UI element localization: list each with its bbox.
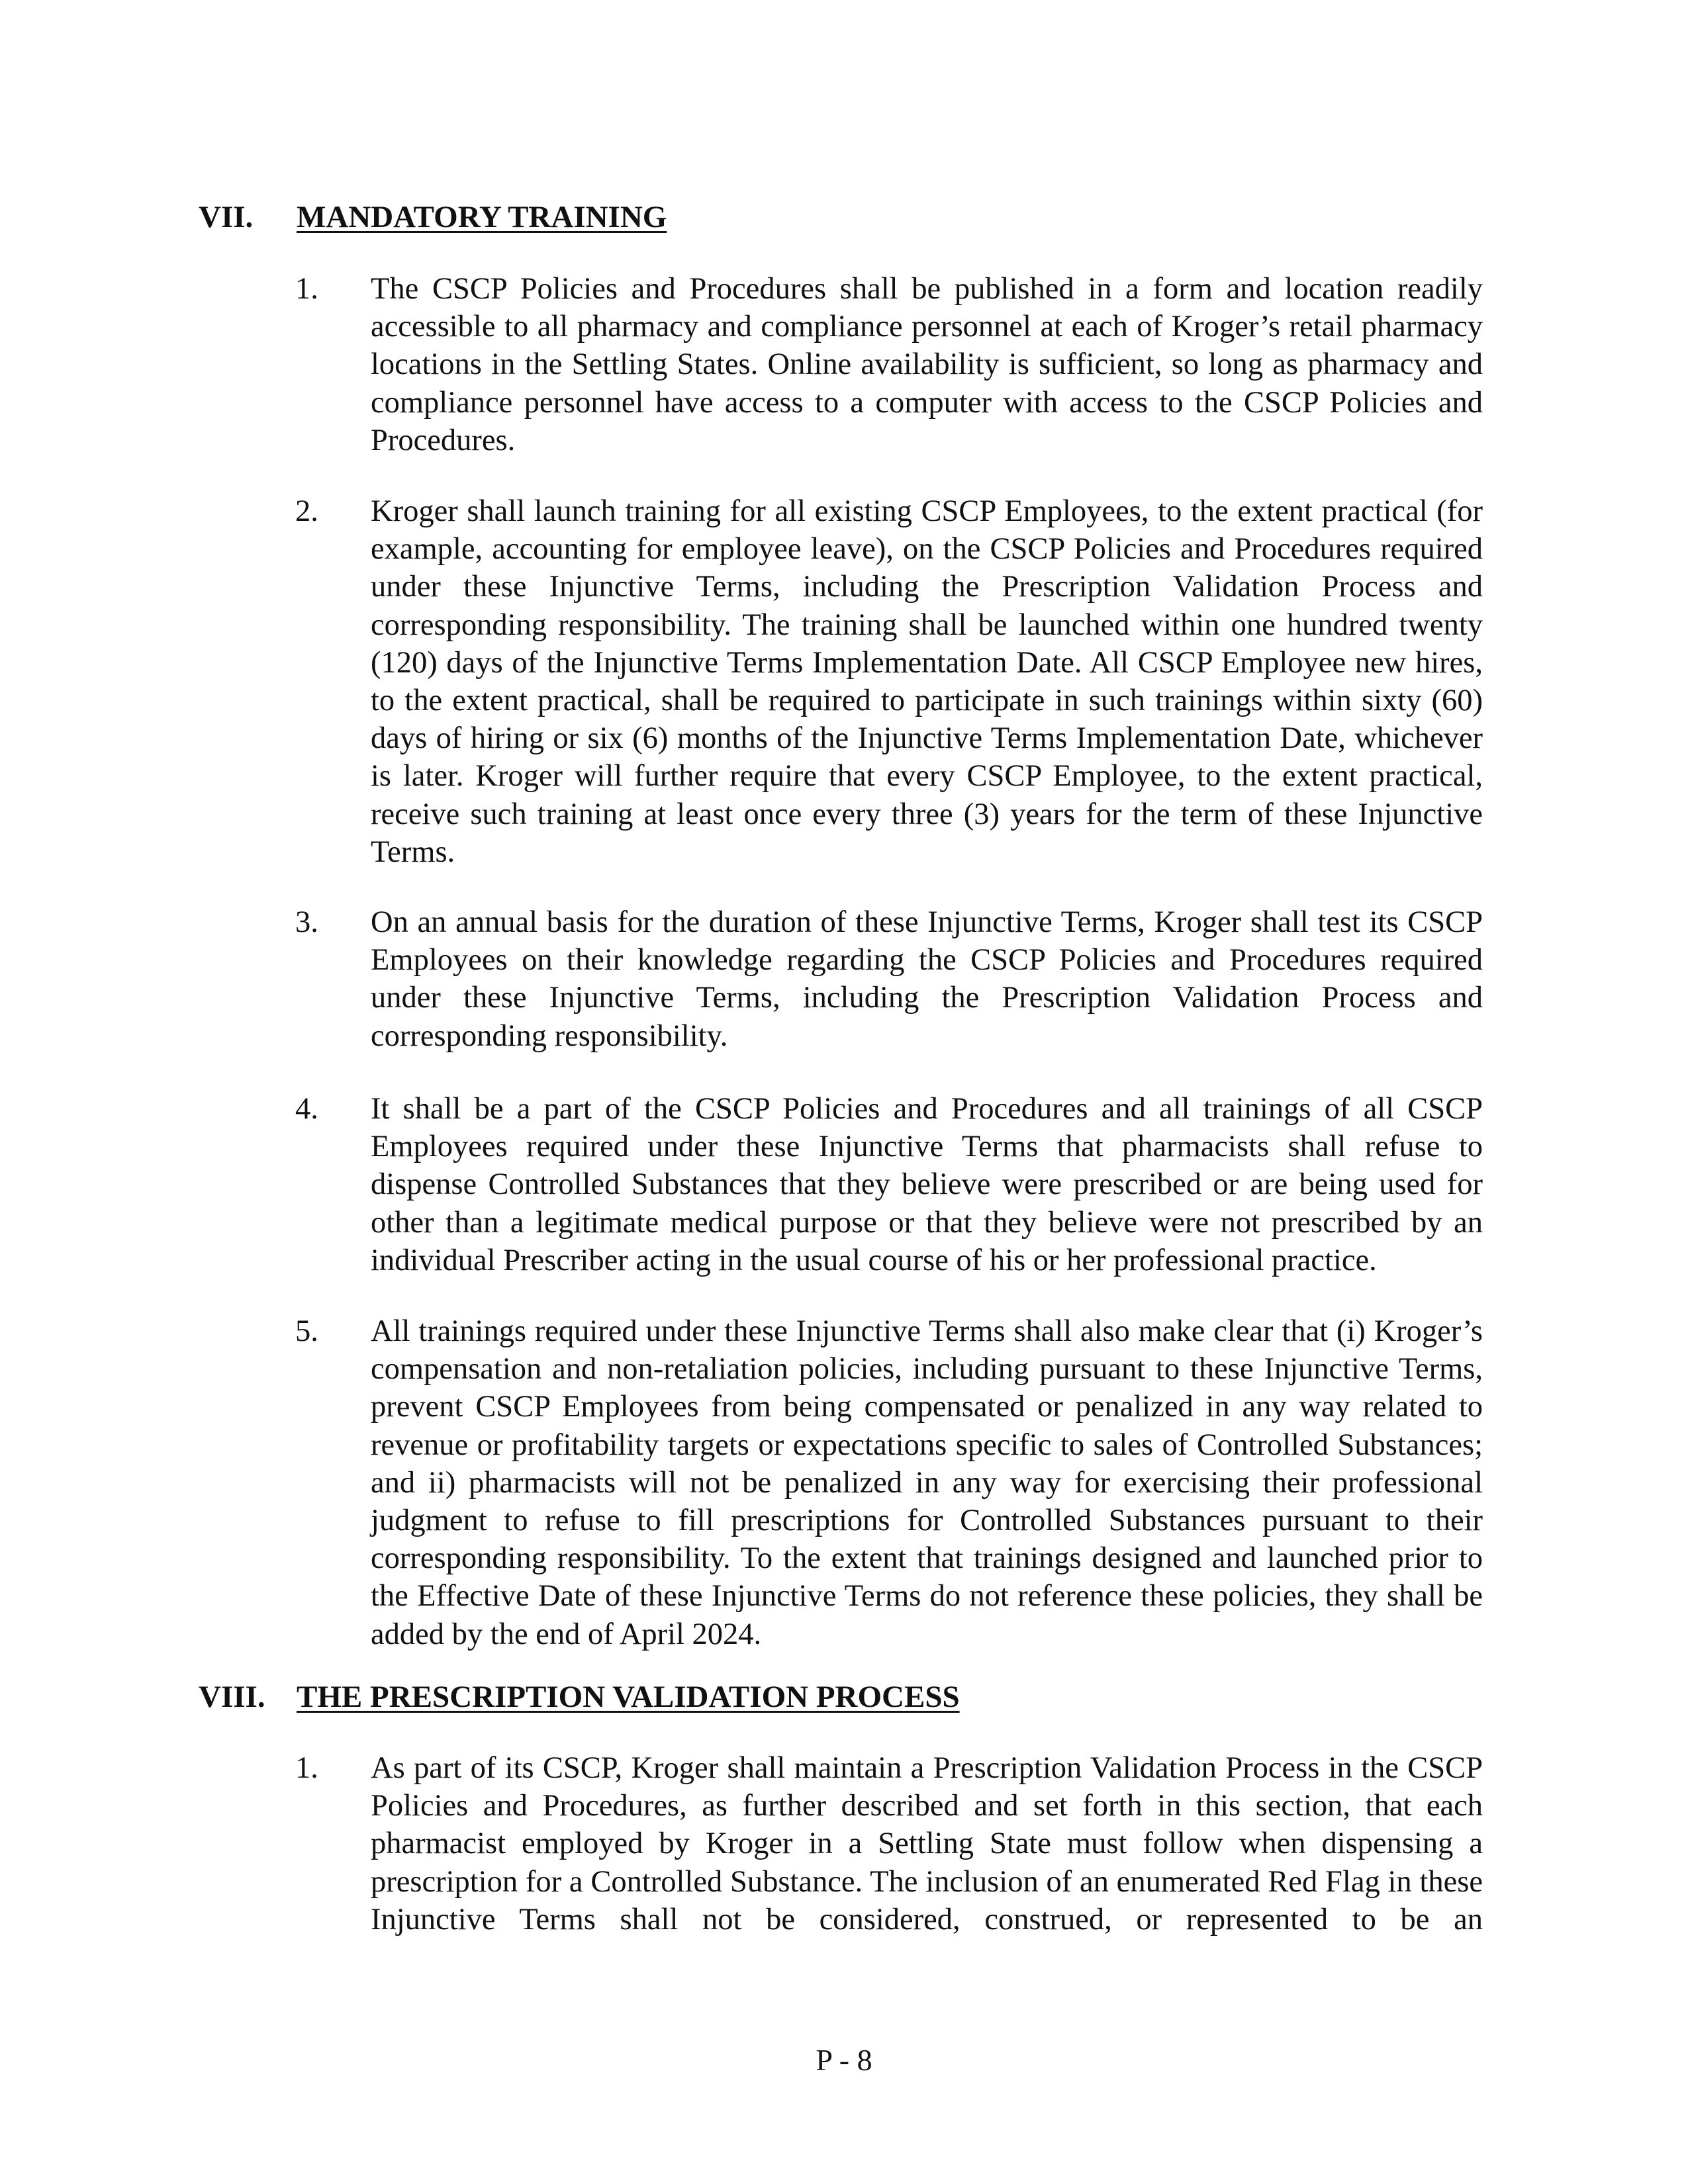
item-number: 1. xyxy=(295,272,318,306)
item-number: 4. xyxy=(295,1092,318,1126)
item-number: 2. xyxy=(295,494,318,528)
item-text: The CSCP Policies and Procedures shall be published in a form and location readily accessible to all pharmacy and compliance personnel at each of Kroger’s retail pharmacy locations in the Settling States. Online availability is sufficient, so long as pharmacy and compliance personnel have access to a computer with access to the CSCP Policies and Procedures. xyxy=(371,272,1483,457)
item-number: 1. xyxy=(295,1751,318,1785)
item-text: As part of its CSCP, Kroger shall maintain a Prescription Validation Process in the CSCP Policies and Procedures, as further described and set forth in this section, that each pharmacist employed by Kroger in a Settling State must follow when dispensing a prescription for a Controlled Substance. The inclusion of an enumerated Red Flag in these Injunctive Terms shall not be considered, construed, or represented to be an xyxy=(371,1751,1483,1936)
list-item xyxy=(295,903,1483,1055)
list-item xyxy=(295,1749,1483,1938)
list-item xyxy=(295,1090,1483,1279)
section-title: THE PRESCRIPTION VALIDATION PROCESS xyxy=(297,1680,960,1714)
list-item xyxy=(295,1312,1483,1653)
item-number: 5. xyxy=(295,1314,318,1348)
section-number: VII. xyxy=(199,200,254,234)
item-text: Kroger shall launch training for all existing CSCP Employees, to the extent practical (for example, accounting for employee leave), on the CSCP Policies and Procedures required under these Injunctive Terms, including the Prescription Validation Process and corresponding responsibility. The training shall be launched within one hundred twenty (120) days of the Injunctive Terms Implementation Date. All CSCP Employee new hires, to the extent practical, shall be required to participate in such trainings within sixty (60) days of hiring or six (6) months of the Injunctive Terms Implementation Date, whichever is later. Kroger will further require that every CSCP Employee, to the extent practical, receive such training at least once every three (3) years for the term of these Injunctive Terms. xyxy=(371,494,1483,869)
item-text: On an annual basis for the duration of these Injunctive Terms, Kroger shall test its CSCP Employees on their knowledge regarding the CSCP Policies and Procedures required under these Injunctive Terms, including the Prescription Validation Process and corresponding responsibility. xyxy=(371,905,1483,1053)
page-number: P - 8 xyxy=(816,2043,872,2077)
list-item xyxy=(295,270,1483,459)
section-title: MANDATORY TRAINING xyxy=(297,200,667,234)
item-number: 3. xyxy=(295,905,318,939)
list-item xyxy=(295,492,1483,871)
item-text: It shall be a part of the CSCP Policies and Procedures and all trainings of all CSCP Employees required under these Injunctive Terms that pharmacists shall refuse to dispense Controlled Substances that they believe were prescribed or are being used for other than a legitimate medical purpose or that they believe were not prescribed by an individual Prescriber acting in the usual course of his or her professional practice. xyxy=(371,1092,1483,1277)
section-number: VIII. xyxy=(199,1680,265,1714)
item-text: All trainings required under these Injunctive Terms shall also make clear that (i) Kroger’s compensation and non-retaliation policies, including pursuant to these Injunctive Terms, prevent CSCP Employees from being compensated or penalized in any way related to revenue or profitability targets or expectations specific to sales of Controlled Substances; and ii) pharmacists will not be penalized in any way for exercising their professional judgment to refuse to fill prescriptions for Controlled Substances pursuant to their corresponding responsibility. To the extent that trainings designed and launched prior to the Effective Date of these Injunctive Terms do not reference these policies, they shall be added by the end of April 2024. xyxy=(371,1314,1483,1651)
